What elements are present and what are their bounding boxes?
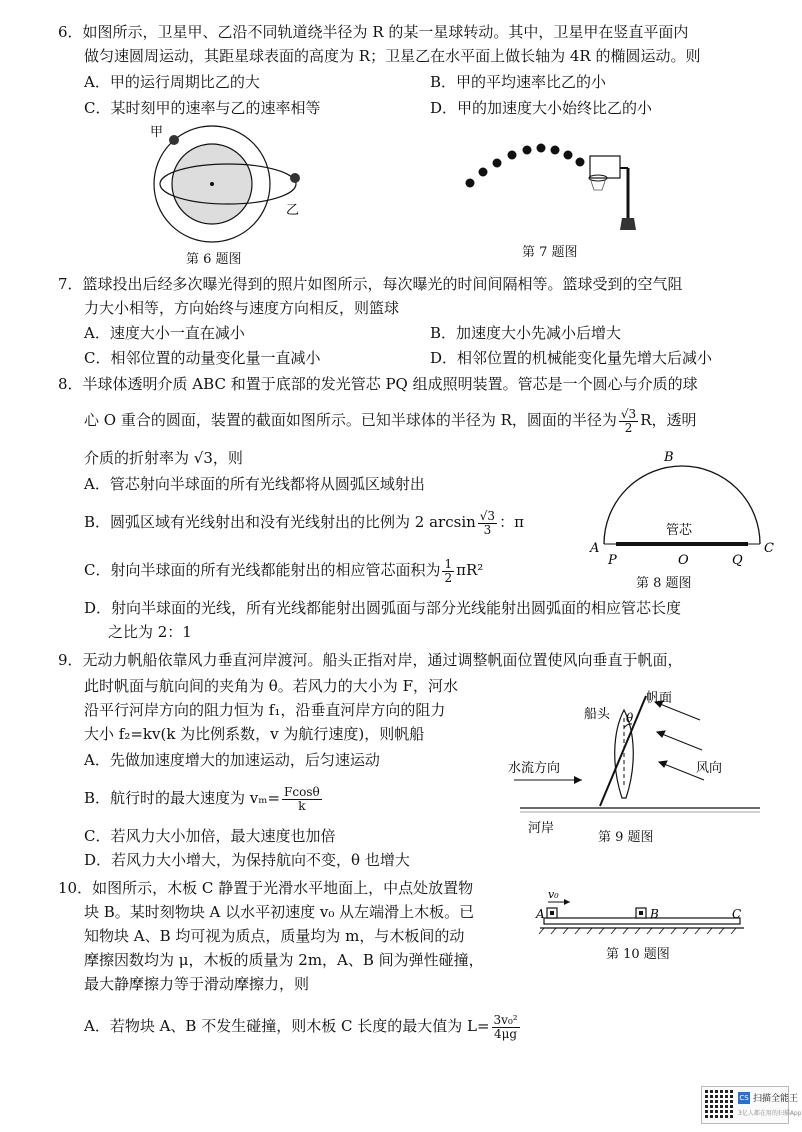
scanner-watermark [701,1086,802,1124]
svg-text:P: P [608,553,617,568]
q9-caption: 第 9 题图 [598,830,654,845]
svg-text:θ: θ [626,711,634,725]
q8-option-c: C．射向半球面的所有光线都能射出的相应管芯面积为 $\frac{1}{2}$ πR² [84,556,484,585]
q7-option-d: D．相邻位置的机械能变化量先增大后减小 [430,349,713,367]
q8-option-d-line1: D．射向半球面的光线，所有光线都能射出圆弧面与部分光线能射出圆弧面的相应管芯长度 [84,599,682,617]
q6-stem-line2: 做匀速圆周运动，其距星球表面的高度为 R；卫星乙在水平面上做长轴为 4R 的椭圆运动。则 [84,47,701,65]
q9-option-d: D．若风力大小增大，为保持航向不变，θ 也增大 [84,851,410,869]
camscanner-logo-icon: CS [739,1094,749,1102]
svg-text:B: B [664,450,674,465]
q6-figure [140,122,310,252]
q8-stem-line2: 心 O 重合的圆面，装置的截面如图所示。已知半球体的半径为 R，圆面的半径为 $\frac{√3}{2}$ R，透明 [84,406,697,435]
q6-option-b: B．甲的平均速率比乙的小 [430,73,607,91]
q6-option-c: C．某时刻甲的速率与乙的速率相等 [84,99,321,117]
q8-option-b: B．圆弧区域有光线射出和没有光线射出的比例为 2 arcsin $\frac{√3}{3}$ ：π [84,508,524,537]
q10-figure [536,888,746,940]
q8-option-d-line2: 之比为 2：1 [108,623,192,641]
svg-text:v₀: v₀ [548,888,559,901]
q7-figure [460,138,650,238]
q8-figure [582,452,772,570]
q9-stem-line1: 9．无动力帆船依靠风力垂直河岸渡河。船头正指对岸，通过调整帆面位置使风向垂直于帆面， [58,651,683,669]
board-c [544,918,740,924]
svg-text:河岸: 河岸 [528,821,555,836]
q6-caption: 第 6 题图 [186,252,242,267]
svg-text:A: A [536,907,545,921]
q7-caption: 第 7 题图 [522,245,578,260]
svg-text:A: A [590,541,600,556]
q6-stem-line1: 6．如图所示，卫星甲、乙沿不同轨道绕半径为 R 的某一星球转动。其中，卫星甲在竖直平面内 [58,23,689,41]
q8-stem-line3: 介质的折射率为 √3，则 [84,449,243,467]
svg-text:Q: Q [732,553,743,568]
q7-option-b: B．加速度大小先减小后增大 [430,324,622,342]
q7-stem-line2: 力大小相等，方向始终与速度方向相反，则篮球 [84,299,400,317]
q10-stem-line3: 知物块 A、B 均可视为质点，质量均为 m，与木板间的动 [84,927,465,945]
q8-stem-line1: 8．半球体透明介质 ABC 和置于底部的发光管芯 PQ 组成照明装置。管芯是一个圆心与介质的球 [58,375,698,393]
q6-option-a: A．甲的运行周期比乙的大 [84,73,260,91]
svg-text:O: O [678,553,689,568]
q10-option-a: A．若物块 A、B 不发生碰撞，则木板 C 长度的最大值为 L= $\frac{\text{3v₀²}}{4\mu g}$ [84,1012,518,1041]
q9-option-c: C．若风力大小加倍，最大速度也加倍 [84,827,336,845]
svg-text:风向: 风向 [696,761,723,776]
q6-option-d: D．甲的加速度大小始终比乙的小 [430,99,653,117]
q9-stem-line4: 大小 f₂=kv(k 为比例系数，v 为航行速度)，则帆船 [84,725,425,743]
q10-stem-line4: 摩擦因数均为 μ，木板的质量为 2m，A、B 间为弹性碰撞， [84,951,484,969]
q10-stem-line2: 块 B。某时刻物块 A 以水平初速度 v₀ 从左端滑上木板。已 [84,903,475,921]
svg-text:B: B [650,907,659,921]
q7-option-c: C．相邻位置的动量变化量一直减小 [84,349,321,367]
svg-text:C: C [732,907,742,921]
q7-stem-line1: 7．篮球投出后经多次曝光得到的照片如图所示，每次曝光的时间间隔相等。篮球受到的空气阻 [58,275,683,293]
q10-stem-line5: 最大静摩擦力等于滑动摩擦力，则 [84,975,310,993]
q9-stem-line2: 此时帆面与航向间的夹角为 θ。若风力的大小为 F，河水 [84,677,458,695]
watermark-subtitle: 3亿人都在用的扫描App [738,1110,802,1117]
q10-caption: 第 10 题图 [606,947,670,962]
q9-option-b: B．航行时的最大速度为 vₘ= $\frac{Fcos\theta}{k}$ [84,784,320,813]
q8-option-a: A．管芯射向半球面的所有光线都将从圆弧区域射出 [84,475,425,493]
svg-text:帆面: 帆面 [646,691,673,706]
watermark-name: 扫描全能王 [753,1094,799,1104]
q10-stem-line1: 10．如图所示，木板 C 静置于光滑水平地面上，中点处放置物 [58,879,474,897]
svg-text:船头: 船头 [584,707,611,722]
q9-option-a: A．先做加速度增大的加速运动，后匀速运动 [84,751,380,769]
svg-text:水流方向: 水流方向 [508,761,561,776]
svg-text:C: C [764,541,774,556]
svg-text:管芯: 管芯 [666,523,693,538]
q8-caption: 第 8 题图 [636,576,692,591]
label-yi: 乙 [286,203,300,218]
q9-stem-line3: 沿平行河岸方向的阻力恒为 f₁，沿垂直河岸方向的阻力 [84,701,446,719]
satellite-jia [169,135,179,145]
q7-option-a: A．速度大小一直在减小 [84,324,245,342]
satellite-yi [290,173,300,183]
q9-figure [500,688,770,838]
label-jia: 甲 [150,125,164,140]
